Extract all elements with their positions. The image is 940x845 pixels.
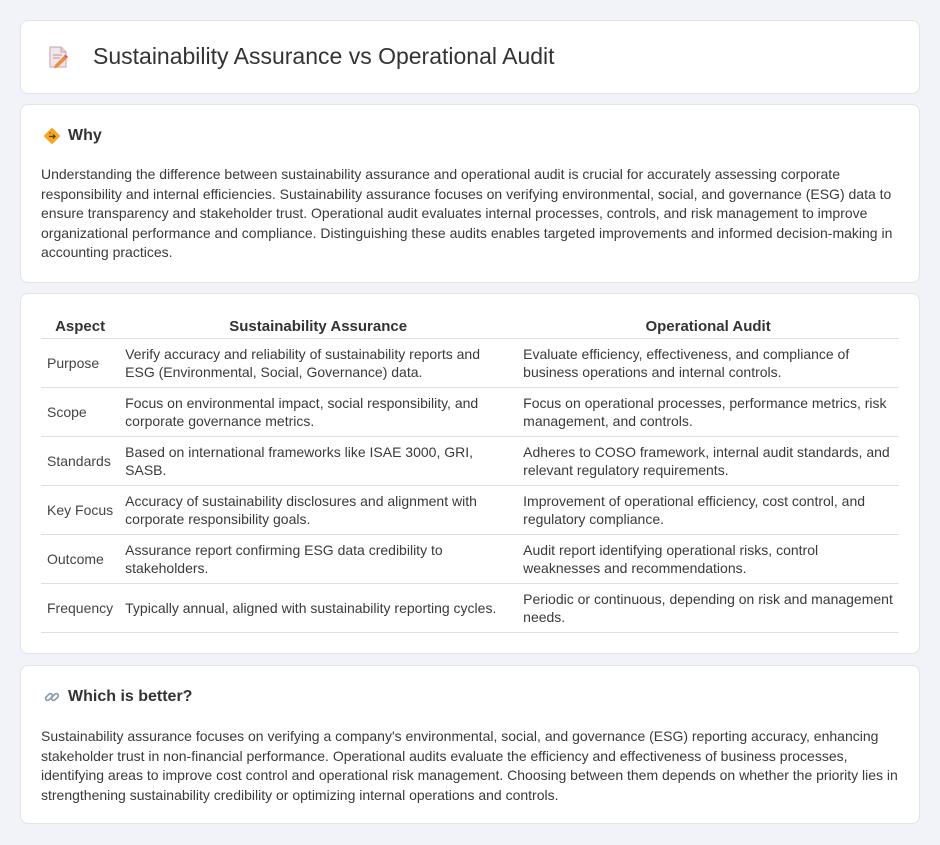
table-row [41,534,899,583]
table-row [41,387,899,436]
comparison-table [41,316,899,633]
link-icon [43,688,61,706]
table-row [41,485,899,534]
better-heading: Which is better? [68,688,193,705]
row-aspect: Frequency [41,583,119,632]
why-heading: Why [68,127,102,144]
table-row [41,436,899,485]
row-sustainability-assurance: Assurance report confirming ESG data credibility to stakeholders. [119,534,517,583]
why-heading-row [43,127,102,145]
row-operational-audit: Adheres to COSO framework, internal audit standards, and relevant regulatory requirements. [517,436,899,485]
row-operational-audit: Audit report identifying operational risks, control weaknesses and recommendations. [517,534,899,583]
row-aspect: Standards [41,436,119,485]
diamond-arrows-icon [43,127,61,145]
table-header-row [41,316,899,338]
row-operational-audit: Focus on operational processes, performance metrics, risk management, and controls. [517,387,899,436]
document-pencil-icon [45,44,71,70]
table-row [41,338,899,387]
row-sustainability-assurance: Verify accuracy and reliability of sustainability reports and ESG (Environmental, Social, Governance) data. [119,338,517,387]
row-operational-audit: Periodic or continuous, depending on risk and management needs. [517,583,899,632]
row-operational-audit: Evaluate efficiency, effectiveness, and compliance of business operations and internal controls. [517,338,899,387]
table-row [41,583,899,632]
header-sustainability-assurance: Sustainability Assurance [119,316,517,338]
why-text: Understanding the difference between sustainability assurance and operational audit is crucial for accurately assessing corporate responsibility and internal efficiencies. Sustainability assurance focuses on verifying environmental, social, and governance (ESG) data to ensure transparency and stakeholder trust. Operational audit evaluates internal processes, controls, and risk management to improve organizational performance and compliance. Distinguishing these audits enables targeted improvements and informed decision-making in accounting practices. [41,166,893,261]
row-sustainability-assurance: Focus on environmental impact, social responsibility, and corporate governance metrics. [119,387,517,436]
row-aspect: Purpose [41,338,119,387]
row-aspect: Outcome [41,534,119,583]
row-sustainability-assurance: Typically annual, aligned with sustainability reporting cycles. [119,583,517,632]
better-heading-row [43,688,192,706]
row-aspect: Key Focus [41,485,119,534]
row-sustainability-assurance: Based on international frameworks like ISAE 3000, GRI, SASB. [119,436,517,485]
better-text: Sustainability assurance focuses on verifying a company's environmental, social, and governance (ESG) reporting accuracy, enhancing stakeholder trust in non-financial performance. Operational audits evaluate the efficiency and effectiveness of business processes, identifying areas to improve cost control and operational risk management. Choosing between them depends on whether the priority lies in strengthening sustainability credibility or optimizing internal operations and controls. [41,728,898,803]
which-is-better-section [20,665,920,824]
comparison-section [20,293,920,654]
row-operational-audit: Improvement of operational efficiency, cost control, and regulatory compliance. [517,485,899,534]
page-title: Sustainability Assurance vs Operational Audit [93,43,555,69]
page-title-row [45,43,555,70]
header-aspect: Aspect [41,316,119,338]
header-card [20,20,920,94]
row-sustainability-assurance: Accuracy of sustainability disclosures and alignment with corporate responsibility goals. [119,485,517,534]
row-aspect: Scope [41,387,119,436]
why-section [20,104,920,283]
header-operational-audit: Operational Audit [517,316,899,338]
